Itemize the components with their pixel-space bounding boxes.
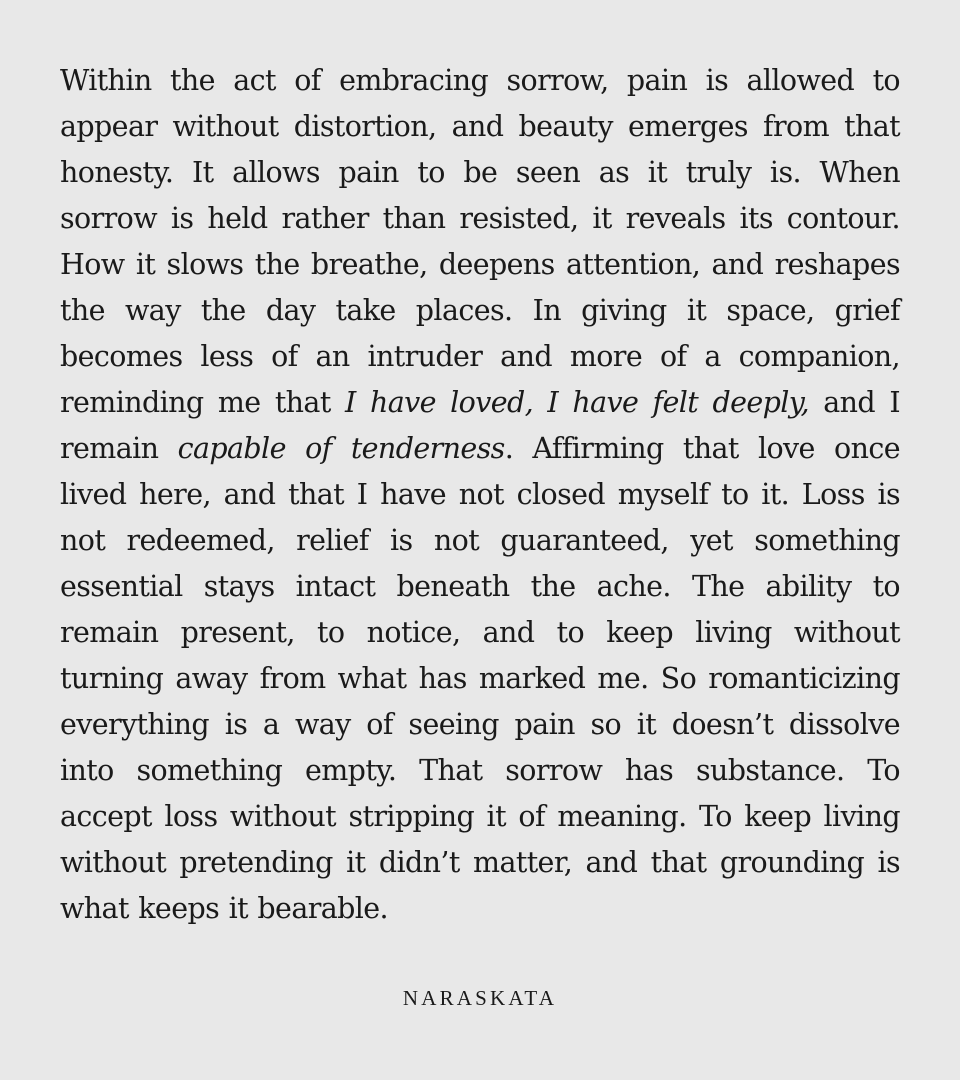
passage-text-1: Within the act of embracing sorrow, pain is allowed to appear without distortion, and beauty emerges from that honesty. It allows pain to be seen as it truly is. When sorrow is held rather than resisted, it reveals its contour. How it slows the breathe, deepens attention, and reshapes the way the day take places. In giving it space, grief becomes less of an intruder and more of a companion, reminding me that [60, 64, 900, 419]
author-signature: NARASKATA [402, 986, 558, 1010]
passage-italic-1: I have loved, I have felt deeply, [344, 386, 809, 419]
passage-text-3: . Affirming that love once lived here, and that I have not closed myself to it. Loss is not redeemed, relief is not guaranteed, yet something essential stays intact beneath the ache. The ability to remain present, to notice, and to keep living without turning away from what has marked me. So romanticizing everything is a way of seeing pain so it doesn’t dissolve into something empty. That sorrow has substance. To accept loss without stripping it of meaning. To keep living without pretending it didn’t matter, and that grounding is what keeps it bearable. [60, 432, 900, 925]
passage-italic-2: capable of tenderness [177, 432, 505, 465]
passage-text-2: and I remain [60, 386, 900, 465]
body-passage [60, 58, 900, 932]
